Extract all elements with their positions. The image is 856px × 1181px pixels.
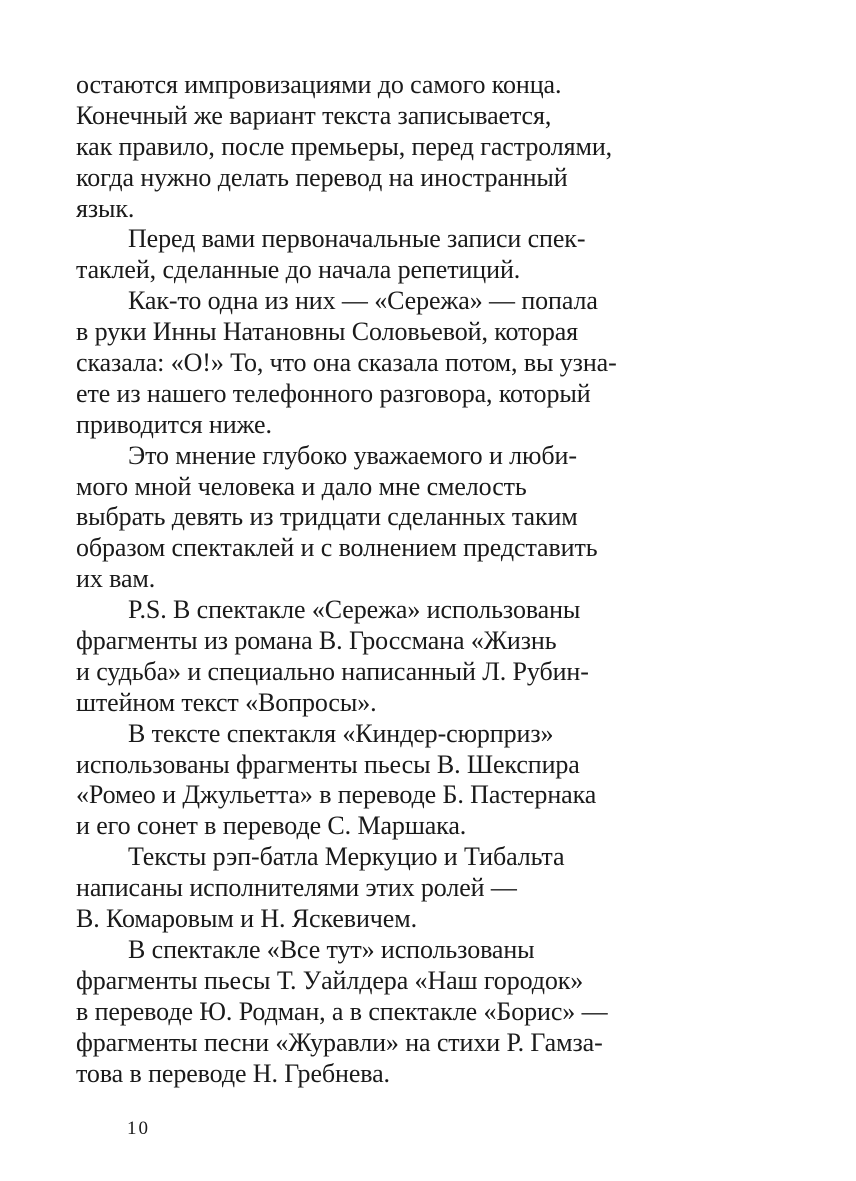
page-number: 10 [127, 1118, 150, 1139]
paragraph-start-line: P.S. В спектакле «Сережа» использованы [128, 595, 581, 625]
text-line: сказала: «О!» То, что она сказала потом, вы узна- [76, 348, 617, 378]
text-line: остаются импровизациями до самого конца. [76, 70, 562, 99]
paragraph-start-line: Это мнение глубоко уважаемого и люби- [128, 440, 577, 470]
text-line: выбрать девять из тридцати сделанных таким [76, 502, 578, 532]
text-line: В. Комаровым и Н. Яскевичем. [76, 904, 417, 934]
text-line: в переводе Ю. Родман, а в спектакле «Борис» — [76, 996, 608, 1026]
text-line: мого мной человека и дало мне смелость [76, 471, 527, 501]
paragraph-start-line: В тексте спектакля «Киндер-сюрприз» [128, 718, 554, 748]
text-line: образом спектаклей и с волнением представить [76, 533, 598, 563]
text-line: фрагменты из романа В. Гроссмана «Жизнь [76, 626, 557, 656]
text-line: «Ромео и Джульетта» в переводе Б. Пастернака [76, 780, 597, 810]
text-line: в руки Инны Натановны Соловьевой, которая [76, 317, 579, 347]
text-line: их вам. [76, 564, 156, 594]
text-line: фрагменты пьесы Т. Уайлдера «Наш городок» [76, 965, 584, 995]
text-line: когда нужно делать перевод на иностранный [76, 162, 568, 192]
body-text [76, 70, 836, 1089]
text-line: фрагменты песни «Журавли» на стихи Р. Гамза- [76, 1027, 603, 1057]
text-line: и судьба» и специально написанный Л. Рубин- [76, 656, 589, 686]
text-line: использованы фрагменты пьесы В. Шекспира [76, 749, 580, 779]
text-line: написаны исполнителями этих ролей — [76, 873, 517, 903]
paragraph-start-line: Как-то одна из них — «Сережа» — попала [128, 286, 598, 316]
text-line: приводится ниже. [76, 409, 272, 439]
text-line: таклей, сделанные до начала репетиций. [76, 255, 521, 285]
text-line: как правило, после премьеры, перед гастролями, [76, 131, 613, 161]
text-line: Конечный же вариант текста записывается, [76, 100, 552, 130]
paragraph-start-line: Перед вами первоначальные записи спек- [128, 224, 586, 254]
text-line: това в переводе Н. Гребнева. [76, 1058, 390, 1088]
text-line: и его сонет в переводе С. Маршака. [76, 811, 467, 841]
text-line: ете из нашего телефонного разговора, который [76, 378, 591, 408]
paragraph-start-line: В спектакле «Все тут» использованы [128, 934, 535, 964]
text-line: штейном текст «Вопросы». [76, 687, 377, 717]
text-line: язык. [76, 193, 135, 223]
paragraph-start-line: Тексты рэп-батла Меркуцио и Тибальта [128, 842, 565, 872]
